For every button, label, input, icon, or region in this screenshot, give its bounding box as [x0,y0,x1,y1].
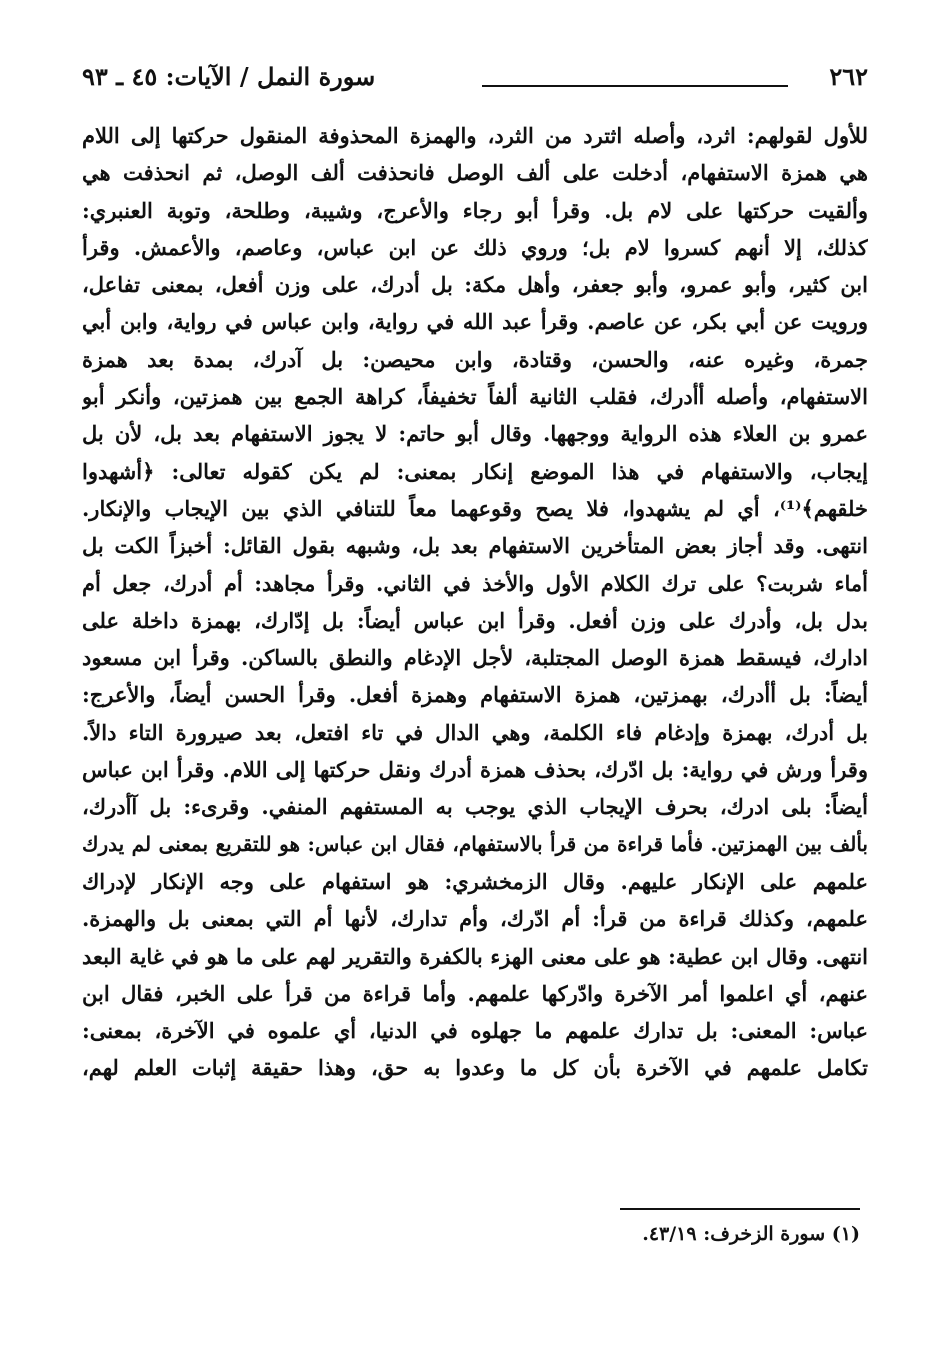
text-line: بألف بين الهمزتين. فأما قراءة من قرأ بالاستفهام، فقال ابن عباس: هو للتقريع بمعنى لم يدرك [82,831,868,856]
text-line: ورويت عن أبي بكر، عن عاصم. وقرأ عبد الله في رواية، وابن عباس في رواية، وابن أبي [82,309,868,335]
text-line: خلقهم﴾⁽¹⁾، أي لم يشهدوا، فلا يصح وقوعهما معاً للتنافي الذي بين الإيجاب والإنكار. [82,495,868,521]
page-header [82,58,868,98]
text-line: عباس: المعنى: بل تدارك علمهم ما جهلوه في الدنيا، أي علموه في الآخرة، بمعنى: [82,1018,868,1044]
text-line: جمرة، وغيره عنه، والحسن، وقتادة، وابن محيصن: بل آدرك، بمدة بعد همزة [82,346,868,372]
text-line: هي همزة الاستفهام، أدخلت على ألف الوصل فانحذفت ألف الوصل، ثم انحذفت هي [82,160,868,186]
text-line: ادارك، فيسقط همزة الوصل المجتلبة، لأجل الإدغام والنطق بالساكن. وقرأ ابن مسعود [82,645,868,671]
page-number: ٢٦٢ [829,62,868,91]
text-line: تكامل علمهم في الآخرة بأن كل ما وعدوا به حق، وهذا حقيقة إثبات العلم لهم، [82,1055,868,1081]
text-line: كذلك، إلا أنهم كسروا لام بل؛ وروي ذلك عن ابن عباس، وعاصم، والأعمش. وقرأ [82,234,868,260]
running-title: سورة النمل / الآيات: ٤٥ ـ ٩٣ [82,62,376,91]
text-line: أماء شربت؟ على ترك الكلام الأول والأخذ في الثاني. وقرأ مجاهد: أم أدرك، جعل أم [82,570,868,596]
text-line: علمهم على الإنكار عليهم. وقال الزمخشري: هو استفهام على وجه الإنكار لإدراك [82,868,868,894]
text-line: عنهم، أي اعلموا أمر الآخرة وادّركها علمهم. وأما قراءة من قرأ على الخبر، فقال ابن [82,980,868,1006]
footnote: (١) سورة الزخرف: ٤٣/١٩. [642,1223,860,1245]
text-line: أيضاً: بل أأدرك، بهمزتين، همزة الاستفهام وهمزة أفعل. وقرأ الحسن أيضاً، والأعرج: [82,682,868,708]
text-line: بل أدرك، بهمزة وإدغام فاء الكلمة، وهي الدال في تاء افتعل، بعد صيرورة التاء دالاً. [82,719,868,745]
header-rule [482,85,788,87]
text-line: علمهم، وكذلك قراءة من قرأ: أم ادّرك، وأم تدارك، لأنها أم التي بمعنى بل والهمزة. [82,906,868,932]
text-line: وقرأ ورش في رواية: بل ادّرك، بحذف همزة أدرك ونقل حركتها إلى اللام. وقرأ ابن عباس [82,757,868,783]
text-line: الاستفهام، وأصله أأدرك، فقلب الثانية ألفاً تخفيفاً، كراهة الجمع بين همزتين، وأنكر أبو [82,384,868,410]
text-line: للأول لقولهم: اثرد، وأصله اثترد من الثرد، والهمزة المحذوفة المنقول حركتها إلى اللام [82,123,868,148]
text-line: ابن كثير، وأبو عمرو، وأبو جعفر، وأهل مكة: بل أدرك، على وزن أفعل، بمعنى تفاعل، [82,272,868,298]
text-line: بدل بل، وأدرك على وزن أفعل. وقرأ ابن عباس أيضاً: بل إدّارك، بهمزة داخلة على [82,607,868,633]
text-line: أيضاً: بلى ادرك، بحرف الإيجاب الذي يوجب به المستفهم المنفي. وقرىء: بل آأدرك، [82,794,868,820]
footnote-rule [620,1208,860,1210]
text-line: وألقيت حركتها على لام بل. وقرأ أبو رجاء والأعرج، وشيبة، وطلحة، وتوبة العنبري: [82,197,868,223]
text-line: عمرو بن العلاء هذه الرواية ووجهها. وقال أبو حاتم: لا يجوز الاستفهام بعد بل، لأن بل [82,421,868,447]
body-text [82,117,868,1087]
text-line: انتهى. وقال ابن عطية: هو على معنى الهزء بالكفرة والتقرير لهم على ما هو في غاية البعد [82,943,868,969]
text-line: إيجاب، والاستفهام في هذا الموضع إنكار بمعنى: لم يكن كقوله تعالى: ﴿أشهدوا [82,458,868,484]
text-line: انتهى. وقد أجاز بعض المتأخرين الاستفهام بعد بل، وشبهه بقول القائل: أخبزاً الكت بل [82,533,868,559]
